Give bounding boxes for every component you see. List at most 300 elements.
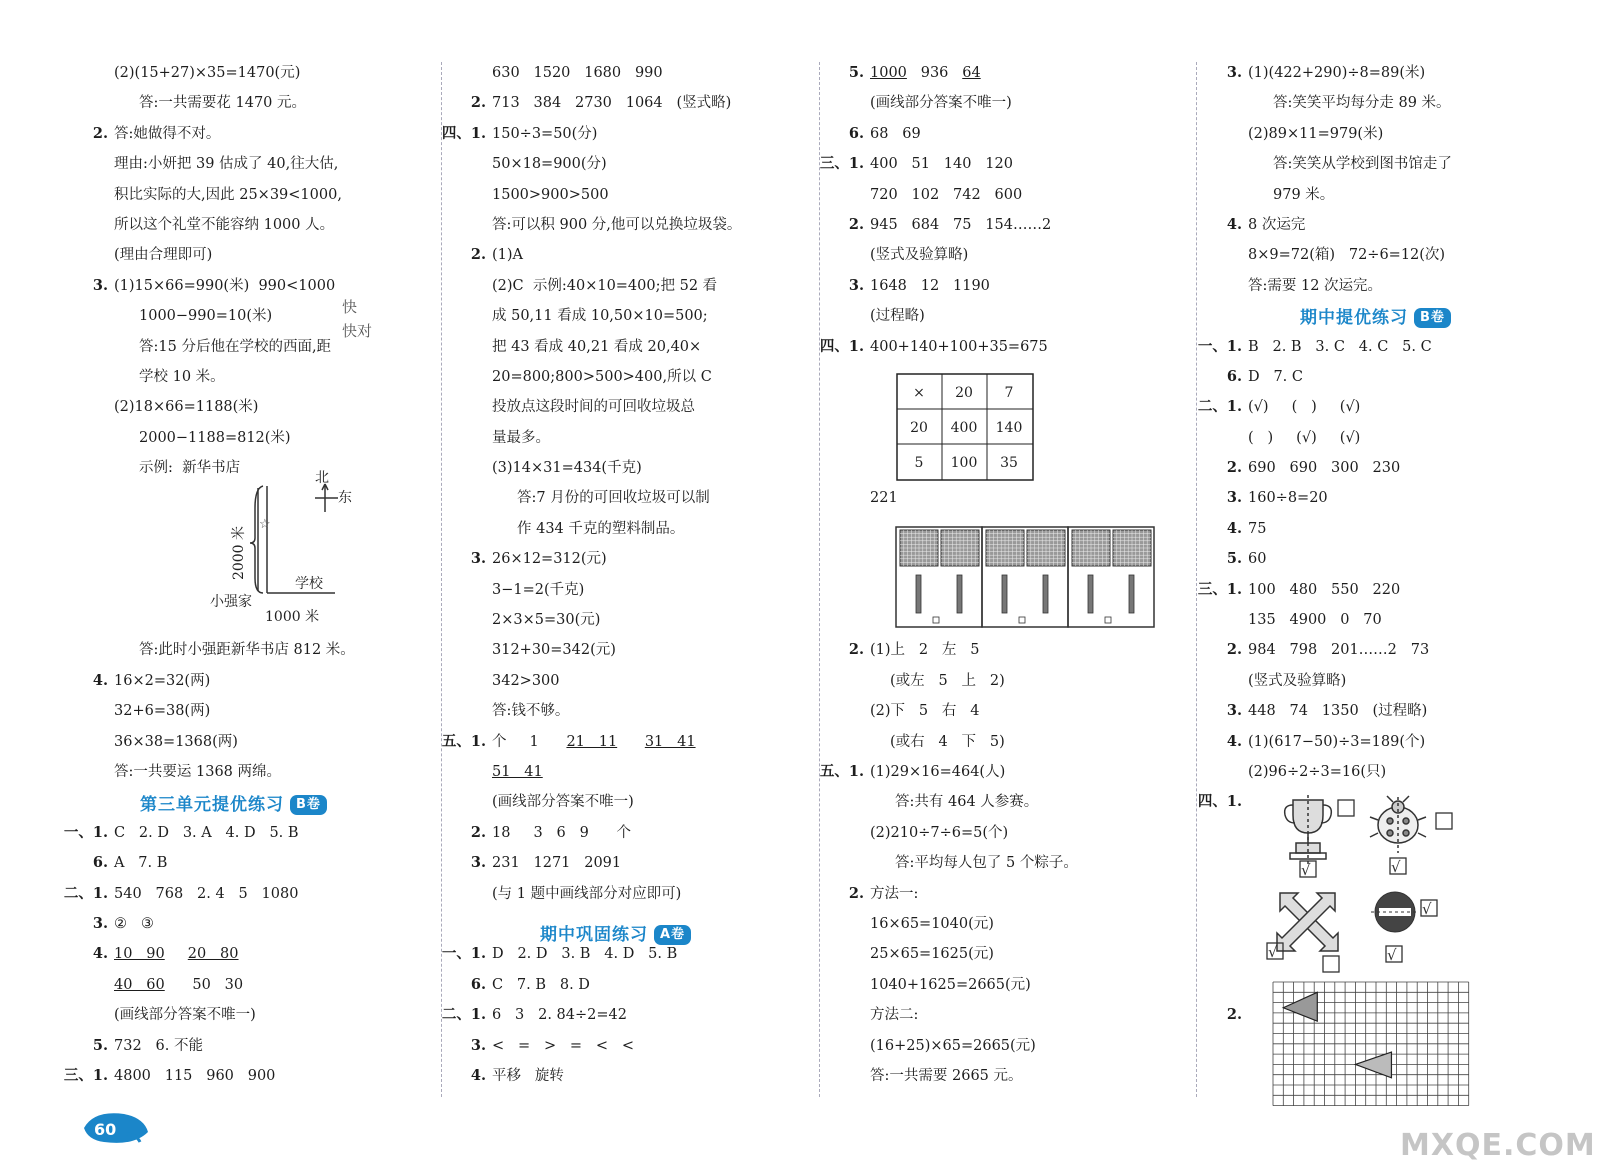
question-number: 6. (1226, 367, 1242, 385)
answer-line (462, 210, 814, 240)
triangle-shape (1283, 992, 1317, 1021)
answer-text: 答:7 月份的可回收垃圾可以制 (517, 490, 710, 507)
answer-text: 所以这个礼堂不能容纳 1000 人。 (114, 216, 335, 233)
checkmark-icon: √ (1387, 946, 1397, 964)
answer-text: 18 3 6 9 个 (492, 824, 631, 841)
answer-line (819, 332, 1192, 362)
question-number: 二、1. (1197, 398, 1242, 416)
answer-line (840, 240, 1192, 270)
answer-line (84, 1031, 436, 1061)
home-label: 小强家 (210, 594, 252, 610)
question-number: 2. (848, 215, 864, 233)
answer-line (1218, 210, 1570, 240)
answer-line (84, 848, 436, 878)
answer-text: 10 90 20 80 (114, 946, 239, 963)
answer-column-4 (1197, 58, 1570, 1031)
table-cell: 20 (955, 385, 973, 401)
answer-text: 答:此时小强距新华书店 812 米。 (139, 642, 355, 659)
answer-line (84, 909, 436, 939)
answer-text: 1000−990=10(米) (139, 308, 273, 325)
answer-text: (2)96÷2÷3=16(只) (1248, 763, 1387, 780)
answer-line (1218, 58, 1570, 88)
answer-text: 16×65=1040(元) (870, 915, 994, 932)
answer-line (84, 210, 436, 240)
question-number: 5. (1226, 550, 1242, 568)
question-number: 2. (470, 246, 486, 264)
answer-line (462, 1061, 814, 1091)
column-divider (1196, 62, 1197, 1097)
answer-line (462, 575, 814, 605)
answer-line (84, 58, 436, 88)
answer-text: 4800 115 960 900 (114, 1067, 276, 1084)
answer-line (84, 88, 436, 118)
answer-line (84, 757, 436, 787)
ten-rod (1043, 575, 1048, 613)
answer-text: (2)C 示例:40×10=400;把 52 看 (492, 277, 718, 294)
answer-text: (16+25)×65=2665(元) (870, 1037, 1036, 1054)
answer-line (840, 210, 1192, 240)
answer-text: (2)89×11=979(米) (1248, 125, 1384, 142)
answer-line (441, 119, 814, 149)
answer-text: 36×38=1368(两) (114, 733, 238, 750)
question-number: 3. (1226, 489, 1242, 507)
answer-text: (或左 5 上 2) (890, 672, 1005, 689)
answer-line (1218, 514, 1570, 544)
answer-text: A 7. B (114, 855, 168, 872)
ten-rod (957, 575, 962, 613)
answer-text: 作 434 千克的塑料制品。 (517, 520, 685, 537)
table-cell: 5 (914, 455, 924, 471)
answer-text: 2×3×5=30(元) (492, 612, 601, 629)
question-number: 6. (92, 854, 108, 872)
answer-text: 8×9=72(箱) 72÷6=12(次) (1248, 247, 1446, 264)
question-number: 2. (1226, 641, 1242, 659)
answer-text: 400+140+100+35=675 (870, 338, 1048, 355)
answer-text: (理由合理即可) (114, 247, 213, 264)
answer-line (84, 635, 436, 665)
answer-text: 540 768 2. 4 5 1080 (114, 885, 299, 902)
level-badge: B卷 (290, 795, 327, 815)
answer-text: (2)18×66=1188(米) (114, 399, 259, 416)
answer-line (462, 635, 814, 665)
distance-horizontal-label: 1000 米 (265, 609, 320, 625)
question-number: 5. (848, 64, 864, 81)
answer-text: C 7. B 8. D (492, 976, 590, 993)
question-number: 4. (1226, 215, 1242, 233)
distance-vertical-label: 2000 米 (231, 525, 247, 581)
answer-text: 713 384 2730 1064 (竖式略) (492, 95, 732, 112)
answer-line (462, 879, 814, 909)
question-number: 2. (1226, 1006, 1242, 1024)
answer-line (462, 696, 814, 726)
answer-text: 成 50,11 看成 10,50×10=500; (492, 308, 708, 325)
answer-line (84, 1000, 436, 1030)
answer-text: 示例: 新华书店 (139, 460, 241, 477)
question-number: 五、1. (819, 762, 864, 780)
question-number: 三、1. (819, 155, 864, 173)
answer-text: (√) ( ) (√) (1248, 399, 1361, 416)
answer-text: 32+6=38(两) (114, 703, 211, 720)
checkmark-icon: √ (1422, 900, 1432, 918)
table-cell: 35 (1000, 455, 1018, 471)
school-label: 学校 (295, 576, 323, 592)
question-number: 3. (470, 550, 486, 568)
answer-line (84, 332, 436, 362)
trophy-icon (1278, 795, 1368, 879)
answer-text: 8 次运完 (1248, 216, 1306, 233)
question-number: 2. (1226, 459, 1242, 477)
answer-line (840, 483, 1192, 513)
answer-text: (1)A (492, 247, 524, 264)
section-heading: 期中巩固练习 A卷 (540, 920, 691, 945)
answer-line (1218, 149, 1570, 179)
answer-text: 2000−1188=812(米) (139, 429, 291, 446)
answer-line (441, 727, 814, 757)
answer-line (84, 301, 436, 331)
answer-line (840, 301, 1192, 331)
question-number: 2. (848, 884, 864, 902)
table-cell: 100 (950, 455, 978, 471)
answer-line (840, 848, 1192, 878)
answer-line (462, 423, 814, 453)
answer-text: 个 1 21 11 31 41 (492, 733, 696, 750)
answer-line (462, 149, 814, 179)
question-number: 4. (1226, 732, 1242, 750)
unit-cube (1019, 617, 1025, 623)
answer-text: 945 684 75 154……2 (870, 216, 1052, 233)
answer-line (840, 1000, 1192, 1030)
answer-line (462, 818, 814, 848)
answer-text: 理由:小妍把 39 估成了 40,往大估, (114, 156, 339, 173)
answer-text: 投放点这段时间的可回收垃圾总 (492, 399, 695, 416)
answer-text: 方法二: (870, 1007, 919, 1024)
answer-text: (1)(422+290)÷8=89(米) (1248, 65, 1426, 81)
question-number: 2. (470, 94, 486, 112)
answer-line (1218, 453, 1570, 483)
question-number: 二、1. (441, 1006, 486, 1024)
answer-line (84, 727, 436, 757)
answer-text: 答:笑笑从学校到图书馆走了 (1273, 156, 1452, 173)
answer-line (840, 635, 1192, 665)
answer-line (462, 240, 814, 270)
section-heading: 第三单元提优练习 B卷 (140, 790, 327, 815)
answer-line (84, 271, 436, 301)
check-box-empty (1436, 813, 1452, 829)
answer-text: ( ) (√) (√) (1248, 429, 1361, 446)
answer-text: (画线部分答案不唯一) (870, 95, 1012, 112)
answer-line (840, 787, 1192, 817)
question-number: 四、1. (441, 124, 486, 142)
answer-line (84, 119, 436, 149)
ten-rod (1002, 575, 1007, 613)
answer-line (462, 514, 814, 544)
answer-line (1218, 362, 1570, 392)
answer-line (1218, 423, 1570, 453)
level-badge: A卷 (654, 925, 691, 945)
answer-line (1218, 757, 1570, 787)
answer-text: (过程略) (870, 308, 925, 325)
question-number: 2. (92, 124, 108, 142)
answer-line (1218, 727, 1570, 757)
answer-text: D 7. C (1248, 368, 1303, 385)
answer-text: 方法一: (870, 885, 919, 902)
answer-text: (竖式及验算略) (870, 247, 969, 264)
multiplication-table (897, 374, 1037, 484)
answer-line (1197, 392, 1570, 422)
answer-text: (3)14×31=434(千克) (492, 460, 642, 477)
answer-line (84, 180, 436, 210)
no-entry-sign-icon (1373, 888, 1473, 978)
answer-line (840, 666, 1192, 696)
answer-text: 26×12=312(元) (492, 551, 607, 568)
answer-line (462, 332, 814, 362)
answer-line (441, 1000, 814, 1030)
answer-line (1218, 119, 1570, 149)
answer-line (84, 666, 436, 696)
answer-line (1218, 696, 1570, 726)
answer-text: 160÷8=20 (1248, 490, 1328, 507)
answer-text: (与 1 题中画线部分对应即可) (492, 885, 682, 902)
answer-text: 答:钱不够。 (492, 703, 570, 720)
table-cell: 140 (995, 420, 1023, 436)
answer-line (462, 180, 814, 210)
ten-rod (916, 575, 921, 613)
answer-text: (2)下 5 右 4 (870, 703, 980, 720)
answer-text: 630 1520 1680 990 (492, 65, 663, 81)
answer-text: 221 (870, 490, 898, 507)
answer-text: 448 74 1350 (过程略) (1248, 703, 1428, 720)
answer-line (840, 1031, 1192, 1061)
answer-line (840, 879, 1192, 909)
question-number: 3. (1226, 64, 1242, 81)
answer-text: 20=800;800>500>400,所以 C (492, 368, 712, 385)
answer-line (840, 88, 1192, 118)
answer-text: (1)(617−50)÷3=189(个) (1248, 733, 1426, 750)
answer-line (1218, 271, 1570, 301)
answer-text: 25×65=1625(元) (870, 946, 994, 963)
answer-line (462, 787, 814, 817)
question-number: 四、1. (1197, 793, 1242, 811)
answer-text: (或右 4 下 5) (890, 733, 1005, 750)
check-box-empty (1323, 956, 1339, 972)
answer-text: 答:需要 12 次运完。 (1248, 277, 1383, 294)
handwriting-note: 快 (342, 298, 358, 316)
answer-line (1218, 180, 1570, 210)
question-number: 2. (848, 641, 864, 659)
answer-text: (1)29×16=464(人) (870, 763, 1006, 780)
answer-line (462, 1031, 814, 1061)
answer-text: 50×18=900(分) (492, 156, 607, 173)
question-number: 一、1. (1197, 337, 1242, 355)
answer-text: 16×2=32(两) (114, 672, 211, 689)
answer-line (462, 605, 814, 635)
answer-line (840, 909, 1192, 939)
answer-text: 答:她做得不对。 (114, 125, 221, 142)
checkmark-icon: √ (1301, 861, 1311, 879)
answer-text: (竖式及验算略) (1248, 672, 1347, 689)
check-box-empty (1338, 800, 1354, 816)
answer-line (462, 757, 814, 787)
answer-text: 984 798 201……2 73 (1248, 642, 1430, 659)
column-divider (819, 62, 820, 1097)
answer-line (462, 362, 814, 392)
answer-line (1218, 88, 1570, 118)
question-number: 3. (92, 914, 108, 932)
answer-line (840, 119, 1192, 149)
question-number: 3. (470, 854, 486, 872)
answer-text: 平移 旋转 (492, 1067, 564, 1084)
answer-text: 51 41 (492, 763, 543, 780)
answer-text: 6 3 2. 84÷2=42 (492, 1007, 627, 1024)
answer-text: 1040+1625=2665(元) (870, 976, 1031, 993)
question-number: 3. (470, 1036, 486, 1054)
answer-text: (2)210÷7÷6=5(个) (870, 824, 1009, 841)
answer-text: 231 1271 2091 (492, 855, 622, 872)
table-cell: × (913, 385, 925, 401)
section-heading: 期中提优练习 B卷 (1300, 303, 1451, 328)
answer-line (462, 666, 814, 696)
question-number: 四、1. (819, 337, 864, 355)
answer-line (84, 240, 436, 270)
answer-text: 690 690 300 230 (1248, 460, 1401, 477)
answer-text: (2)(15+27)×35=1470(元) (114, 65, 301, 81)
answer-line (819, 149, 1192, 179)
answer-line (840, 818, 1192, 848)
answer-text: 答:一共要运 1368 两绵。 (114, 763, 282, 780)
answer-line (840, 58, 1192, 88)
answer-text: 1500>900>500 (492, 186, 609, 203)
answer-line (840, 271, 1192, 301)
answer-text: 答:可以积 900 分,他可以兑换垃圾袋。 (492, 216, 742, 233)
question-number: 5. (92, 1036, 108, 1054)
answer-line (840, 180, 1192, 210)
north-label: 北 (315, 470, 329, 486)
answer-line (462, 271, 814, 301)
question-number: 五、1. (441, 732, 486, 750)
answer-line (462, 392, 814, 422)
answer-text: D 2. D 3. B 4. D 5. B (492, 946, 678, 963)
page-number-badge (82, 1108, 162, 1148)
answer-text: 400 51 140 120 (870, 156, 1013, 173)
answer-line (1218, 544, 1570, 574)
answer-line (1218, 666, 1570, 696)
answer-line (63, 1061, 436, 1091)
answer-line (840, 727, 1192, 757)
base-ten-blocks-figure (896, 527, 1161, 632)
answer-line (462, 483, 814, 513)
question-number: 4. (92, 671, 108, 689)
question-number: 三、1. (63, 1066, 108, 1084)
checkmark-icon: √ (1268, 943, 1278, 961)
answer-text: 312+30=342(元) (492, 642, 616, 659)
answer-text: 720 102 742 600 (870, 186, 1023, 203)
question-number: 二、1. (63, 884, 108, 902)
answer-line (84, 696, 436, 726)
answer-text: 3−1=2(千克) (492, 581, 585, 598)
answer-line (84, 362, 436, 392)
svg-text:60: 60 (94, 1120, 117, 1139)
answer-line (63, 879, 436, 909)
answer-line (819, 757, 1192, 787)
answer-line (462, 58, 814, 88)
answer-text: 答:共有 464 人参赛。 (895, 794, 1039, 811)
table-cell: 20 (910, 420, 928, 436)
question-number: 3. (848, 276, 864, 294)
question-number: 一、1. (63, 823, 108, 841)
answer-line (840, 970, 1192, 1000)
answer-line (1218, 240, 1570, 270)
question-number: 4. (92, 945, 108, 963)
level-badge: B卷 (1414, 308, 1451, 328)
question-number: 4. (470, 1066, 486, 1084)
answer-text: < = > = < < (492, 1037, 635, 1054)
answer-line (1197, 575, 1570, 605)
east-label: 东 (338, 490, 352, 506)
answer-text: (画线部分答案不唯一) (114, 1007, 256, 1024)
answer-line (462, 301, 814, 331)
answer-text: 732 6. 不能 (114, 1037, 203, 1054)
answer-line (84, 939, 436, 969)
question-number: 3. (1226, 702, 1242, 720)
unit-cube (1105, 617, 1111, 623)
answer-text: 40 60 50 30 (114, 976, 244, 993)
answer-line (84, 149, 436, 179)
answer-text: ② ③ (114, 915, 154, 932)
checkmark-icon: √ (1391, 858, 1401, 876)
answer-line (462, 848, 814, 878)
answer-text: (画线部分答案不唯一) (492, 794, 634, 811)
translation-grid (1273, 982, 1473, 1107)
answer-text: (1)上 2 左 5 (870, 642, 980, 659)
answer-text: 1648 12 1190 (870, 277, 990, 294)
answer-text: 60 (1248, 551, 1267, 568)
question-number: 3. (92, 276, 108, 294)
answer-text: 答:一共需要 2665 元。 (870, 1067, 1023, 1084)
answer-line (840, 1061, 1192, 1091)
answer-text: 75 (1248, 520, 1267, 537)
ten-rod (1129, 575, 1134, 613)
answer-text: 1000 936 64 (870, 65, 981, 81)
answer-line (840, 939, 1192, 969)
answer-text: C 2. D 3. A 4. D 5. B (114, 824, 299, 841)
answer-line (84, 392, 436, 422)
answer-text: 135 4900 0 70 (1248, 612, 1382, 629)
answer-line (84, 970, 436, 1000)
answer-line (1197, 332, 1570, 362)
table-cell: 7 (1004, 385, 1014, 401)
answer-text: 68 69 (870, 125, 921, 142)
answer-text: 答:15 分后他在学校的西面,距 (139, 338, 332, 355)
question-number: 6. (470, 975, 486, 993)
answer-text: (1)15×66=990(米) 990<1000 (114, 277, 336, 294)
question-number: 一、1. (441, 945, 486, 963)
triangle-shape (1355, 1052, 1391, 1078)
ladybug-icon (1368, 795, 1468, 880)
answer-text: 979 米。 (1273, 186, 1335, 203)
answer-text: 把 43 看成 40,21 看成 20,40× (492, 338, 702, 355)
question-number: 2. (470, 823, 486, 841)
answer-line (462, 970, 814, 1000)
answer-line (1218, 605, 1570, 635)
answer-line (63, 818, 436, 848)
answer-text: 量最多。 (492, 429, 550, 446)
answer-line (840, 696, 1192, 726)
answer-line (462, 88, 814, 118)
star-icon: ☆ (259, 517, 271, 532)
answer-text: 342>300 (492, 672, 560, 689)
ten-rod (1088, 575, 1093, 613)
answer-text: 答:一共需要花 1470 元。 (139, 95, 307, 112)
